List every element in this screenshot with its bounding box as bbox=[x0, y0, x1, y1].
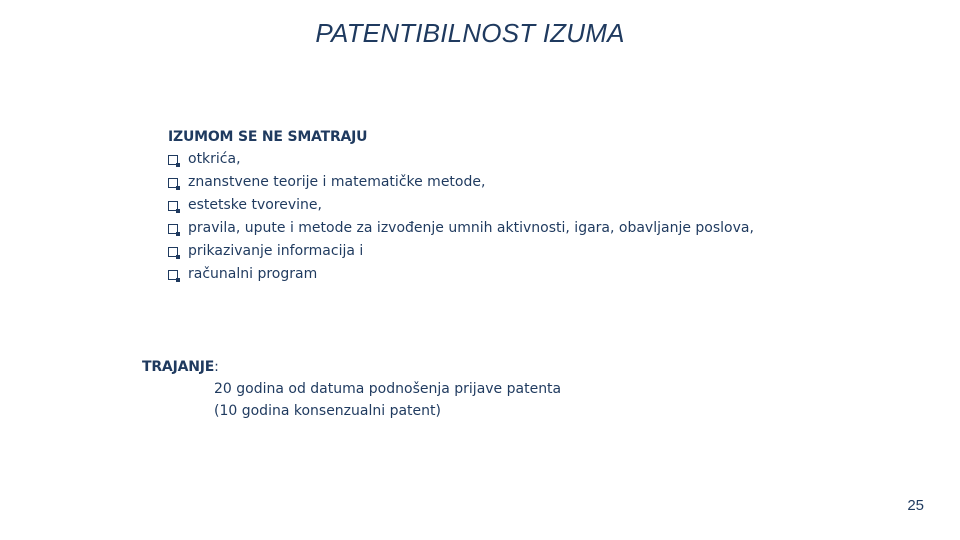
checkbox-bullet-icon bbox=[168, 178, 178, 188]
list-item-text: estetske tvorevine, bbox=[188, 197, 322, 213]
duration-colon: : bbox=[214, 359, 219, 375]
checkbox-bullet-icon bbox=[168, 247, 178, 257]
list-item-text: računalni program bbox=[188, 266, 318, 282]
duration-label: TRAJANJE bbox=[142, 359, 215, 375]
checkbox-bullet-icon bbox=[168, 224, 178, 234]
list-item bbox=[168, 171, 754, 194]
list-item bbox=[168, 148, 754, 171]
checkbox-bullet-icon bbox=[168, 270, 178, 280]
duration-section bbox=[142, 356, 561, 422]
list-item bbox=[168, 194, 754, 217]
list-item-text: znanstvene teorije i matematičke metode, bbox=[188, 174, 486, 190]
list-item-text: prikazivanje informacija i bbox=[188, 243, 364, 259]
checkbox-bullet-icon bbox=[168, 155, 178, 165]
exclusions-heading: IZUMOM SE NE SMATRAJU bbox=[168, 129, 368, 145]
checkbox-bullet-icon bbox=[168, 201, 178, 211]
page-number: 25 bbox=[907, 497, 924, 514]
list-item bbox=[168, 217, 754, 240]
duration-line: 20 godina od datuma podnošenja prijave patenta bbox=[214, 381, 562, 397]
list-item-text: otkrića, bbox=[188, 151, 241, 167]
exclusions-list bbox=[168, 148, 754, 286]
slide-title: PATENTIBILNOST IZUMA bbox=[315, 18, 625, 48]
duration-heading bbox=[142, 356, 561, 378]
list-item bbox=[168, 240, 754, 263]
list-item bbox=[168, 263, 754, 286]
list-item-text: pravila, upute i metode za izvođenje umnih aktivnosti, igara, obavljanje poslova, bbox=[188, 220, 754, 236]
exclusions-section bbox=[168, 126, 754, 286]
duration-line: (10 godina konsenzualni patent) bbox=[214, 403, 441, 419]
